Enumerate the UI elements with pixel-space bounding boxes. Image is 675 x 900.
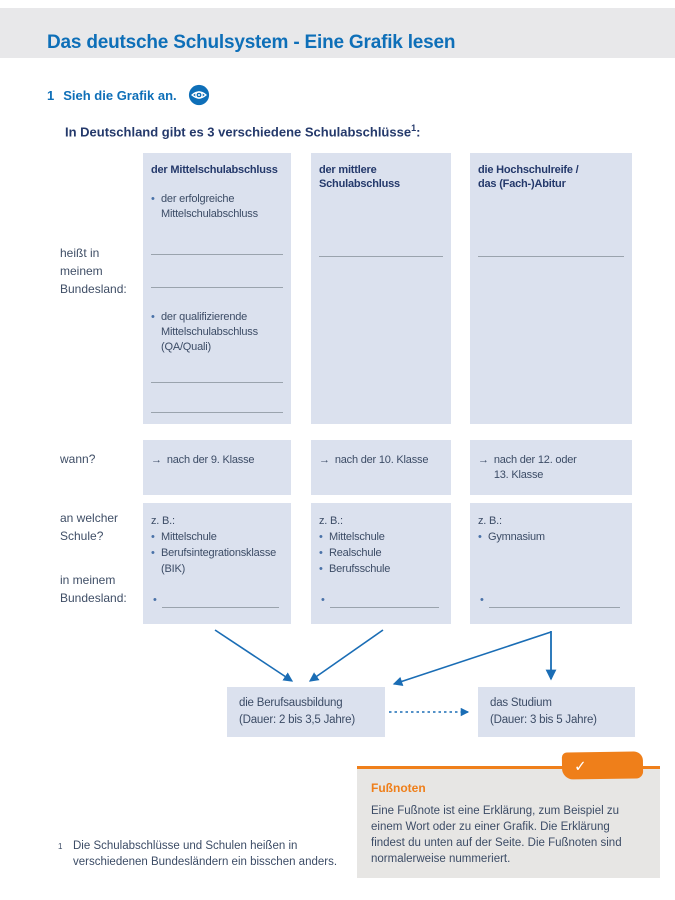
cell-wann-2	[311, 440, 451, 495]
row-label-line: in meinem	[60, 573, 116, 587]
row-label-line: an welcher	[60, 511, 119, 525]
footnote-text: Die Schulabschlüsse und Schulen heißen in verschiedenen Bundesländern ein bisschen anders.	[73, 840, 338, 868]
wann-line: nach der 10. Klasse	[334, 454, 429, 466]
page-footnote	[58, 838, 348, 870]
fussnoten-body: Eine Fußnote ist eine Erklärung, zum Beispiel zu einem Wort oder zu einer Grafik. Die Erklärung findest du unten auf der Seite. Die Fußnoten sind normalerweise nummeriert.	[371, 805, 622, 865]
wann-text	[167, 453, 255, 468]
blank-line	[151, 383, 283, 413]
row-label-bundesland	[60, 571, 127, 607]
bullet-icon: •	[480, 594, 484, 606]
blank-line	[319, 191, 443, 257]
blank-line	[162, 593, 279, 608]
wann-text	[335, 453, 428, 468]
column-title-line: der mittlere	[319, 164, 377, 176]
intro-suffix: :	[416, 124, 421, 140]
school-list	[319, 529, 443, 577]
box-berufsausbildung	[227, 687, 385, 737]
checkmark-badge	[562, 751, 643, 779]
column-title-line: der Mittelschulabschluss	[151, 164, 278, 176]
intro-text: In Deutschland gibt es 3 verschiedene Schulabschlüsse	[65, 124, 412, 140]
blank-bullet-line	[480, 593, 620, 608]
list-item: • Gymnasium	[478, 529, 624, 545]
row-label-heisst	[60, 244, 127, 298]
task-line	[47, 84, 210, 106]
column-title	[319, 163, 443, 191]
list-item: • Berufsintegrationsklasse (BIK)	[151, 545, 283, 577]
blank-line	[478, 191, 624, 257]
arrow-right-icon: →	[319, 454, 330, 466]
cell-wann-1	[143, 440, 291, 495]
cell-mittelschulabschluss-name	[143, 153, 291, 424]
row-label-wann: wann?	[60, 452, 96, 466]
task-label: Sieh die Grafik an.	[63, 87, 177, 103]
cell-wann-3	[470, 440, 632, 495]
arrow-right-icon: →	[478, 454, 489, 466]
eye-icon	[188, 84, 210, 106]
outcome-line: das Studium	[490, 697, 552, 709]
list-item: • der erfolgreiche Mittelschulabschluss	[151, 192, 283, 222]
fussnoten-infobox	[357, 766, 660, 878]
zb-label: z. B.:	[319, 515, 343, 527]
task-number: 1	[47, 87, 55, 103]
school-list	[478, 529, 624, 545]
list-item: • Mittelschule	[151, 529, 283, 545]
row-label-line: Schule?	[60, 529, 104, 543]
list-item: • Berufsschule	[319, 561, 443, 577]
cell-schule-3	[470, 503, 632, 624]
zb-label: z. B.:	[151, 515, 175, 527]
arrow-col3-to-ausbildung	[394, 632, 551, 684]
footnote-marker: 1	[58, 842, 63, 851]
blank-line	[151, 355, 283, 383]
column-title	[478, 163, 624, 191]
blank-bullet-line	[321, 593, 439, 608]
blank-bullet-line	[153, 593, 279, 608]
wann-text	[494, 453, 577, 483]
column-title-line: Schulabschluss	[319, 178, 400, 190]
row-label-line: meinem	[60, 264, 103, 278]
list-item: • Mittelschule	[319, 529, 443, 545]
cell-mittlerer-abschluss-name	[311, 153, 451, 424]
intro-sentence	[65, 123, 420, 139]
outcome-line: die Berufsausbildung	[239, 697, 343, 709]
list-item: • Realschule	[319, 545, 443, 561]
outcome-line: (Dauer: 3 bis 5 Jahre)	[490, 714, 597, 726]
zb-label: z. B.:	[478, 515, 502, 527]
blank-line	[151, 255, 283, 288]
row-label-line: heißt in	[60, 246, 100, 260]
wann-line: nach der 12. oder	[493, 454, 577, 466]
column-title	[151, 163, 283, 177]
wann-line: nach der 9. Klasse	[166, 454, 255, 466]
arrow-col1-to-ausbildung	[215, 630, 292, 681]
outcome-line: (Dauer: 2 bis 3,5 Jahre)	[239, 714, 356, 726]
wann-line: 13. Klasse	[493, 469, 544, 481]
column-title-line: die Hochschulreife /	[478, 164, 579, 176]
bullet-icon: •	[321, 594, 325, 606]
blank-line	[489, 593, 620, 608]
school-list	[151, 529, 283, 577]
arrow-col2-to-ausbildung	[310, 630, 383, 681]
blank-line	[151, 222, 283, 255]
list-item: • der qualifizierende Mittelschulabschluss (QA/Quali)	[151, 310, 283, 355]
row-label-line: Bundesland:	[60, 282, 127, 296]
row-label-schule	[60, 509, 118, 545]
fussnoten-title: Fußnoten	[371, 781, 426, 795]
intro-footnote-ref: 1	[411, 123, 417, 133]
cell-schule-2	[311, 503, 451, 624]
page-title: Das deutsche Schulsystem - Eine Grafik lesen	[47, 32, 456, 53]
check-icon: ✓	[573, 757, 587, 775]
row-label-line: Bundesland:	[60, 591, 127, 605]
bullet-icon: •	[153, 594, 157, 606]
arrow-right-icon: →	[151, 454, 162, 466]
cell-schule-1	[143, 503, 291, 624]
blank-line	[330, 593, 439, 608]
box-studium	[478, 687, 635, 737]
cell-hochschulreife-name	[470, 153, 632, 424]
column-title-line: das (Fach-)Abitur	[478, 178, 566, 190]
